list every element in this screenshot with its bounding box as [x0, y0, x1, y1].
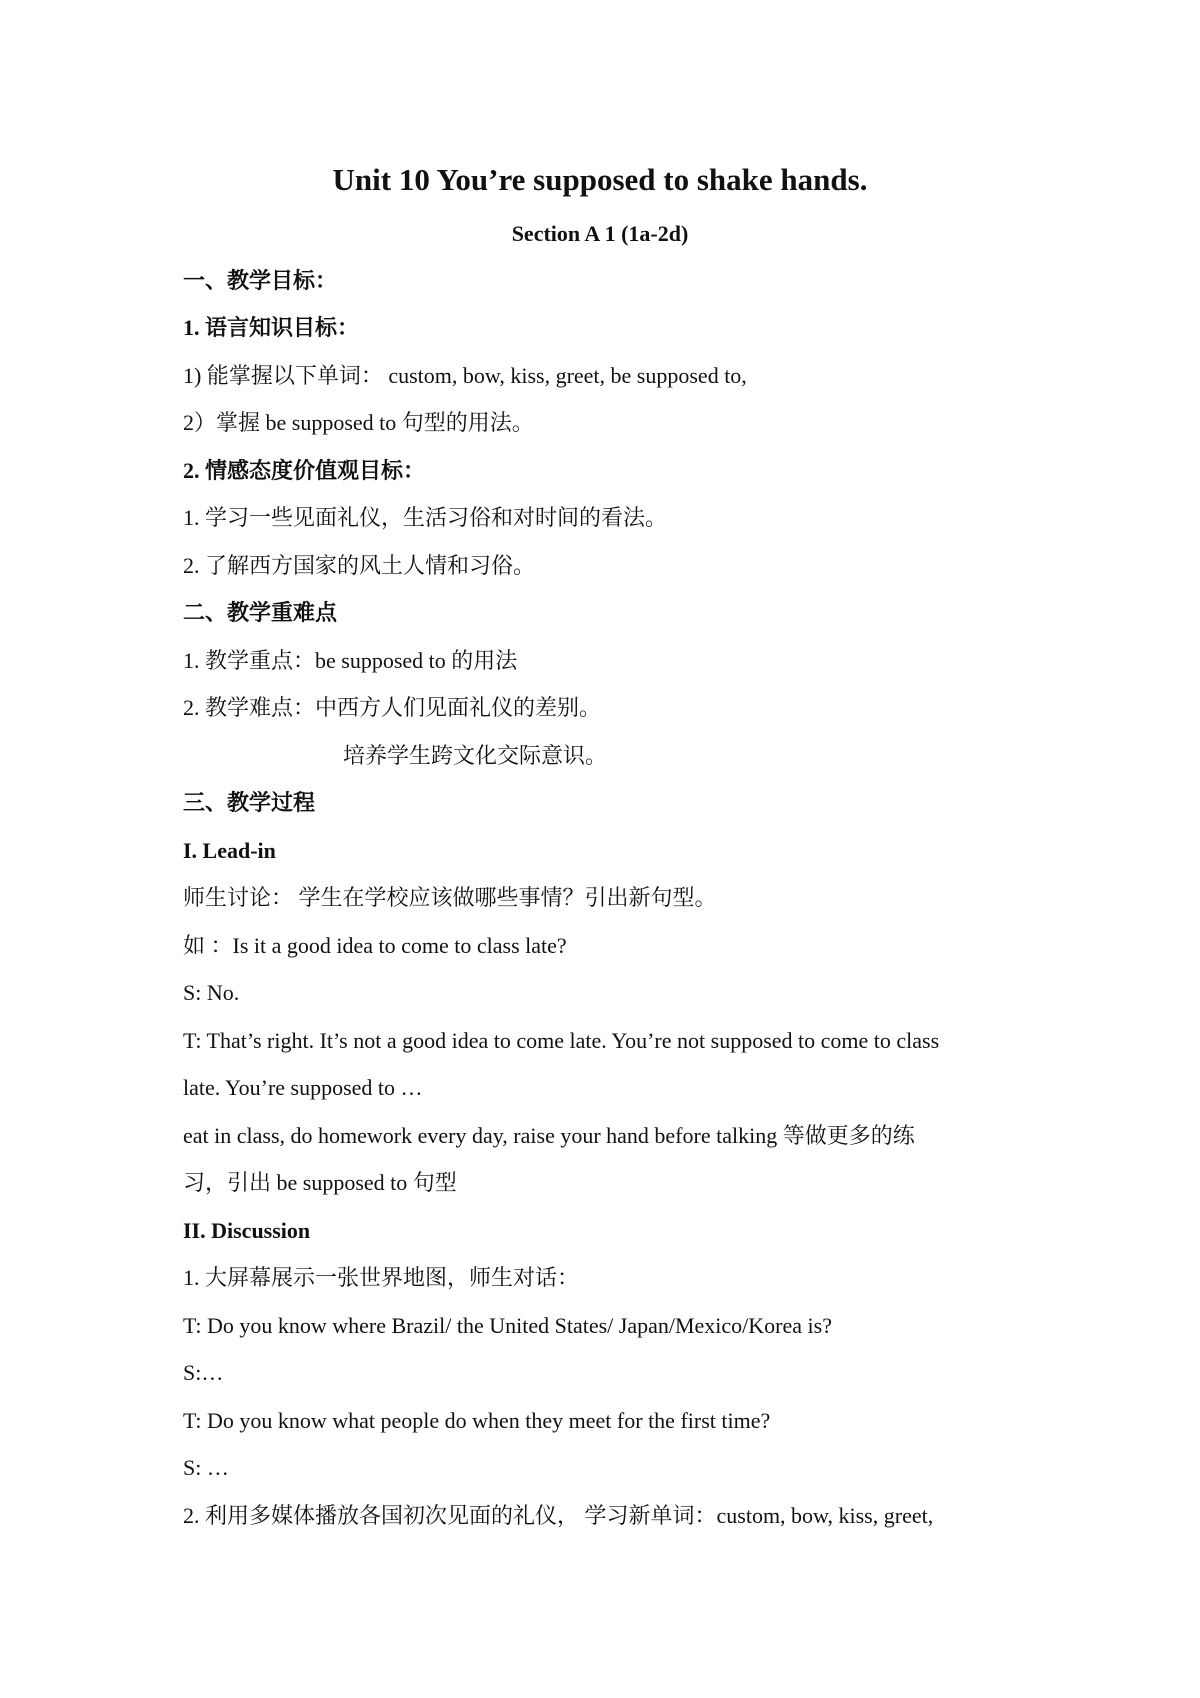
body-line: 师生讨论： 学生在学校应该做哪些事情？引出新句型。: [183, 885, 717, 910]
heading-key-difficult-points: 二、教学重难点: [183, 600, 338, 625]
body-line: T: That’s right. It’s not a good idea to come late. You’re not supposed to come to class: [183, 1028, 940, 1053]
body-line-indented: 培养学生跨文化交际意识。: [343, 743, 608, 768]
subheading-lead-in: I. Lead-in: [183, 838, 276, 863]
body-line: 如 ：Is it a good idea to come to class late?: [183, 933, 567, 958]
body-line: T: Do you know what people do when they meet for the first time?: [183, 1408, 771, 1433]
body-line: 1. 学习一些见面礼仪，生活习俗和对时间的看法。: [183, 505, 668, 530]
body-line: 1. 大屏幕展示一张世界地图，师生对话：: [183, 1265, 580, 1290]
subheading-emotional-objectives: 2. 情感态度价值观目标：: [183, 458, 426, 483]
body-line: T: Do you know where Brazil/ the United States/ Japan/Mexico/Korea is?: [183, 1313, 832, 1338]
body-line: 2. 利用多媒体播放各国初次见面的礼仪， 学习新单词：custom, bow, kiss, greet,: [183, 1503, 934, 1528]
body-line: 2. 教学难点：中西方人们见面礼仪的差别。: [183, 695, 602, 720]
subheading-discussion: II. Discussion: [183, 1218, 311, 1243]
body-line: late. You’re supposed to …: [183, 1075, 423, 1100]
body-line: eat in class, do homework every day, raise your hand before talking 等做更多的练: [183, 1123, 915, 1148]
heading-teaching-process: 三、教学过程: [183, 790, 316, 815]
subheading-language-knowledge: 1. 语言知识目标：: [183, 315, 360, 340]
body-line: 1) 能掌握以下单词： custom, bow, kiss, greet, be supposed to,: [183, 363, 747, 388]
section-subtitle: Section A 1 (1a-2d): [511, 221, 689, 246]
body-line: 2. 了解西方国家的风土人情和习俗。: [183, 553, 536, 578]
body-line: 习，引出 be supposed to 句型: [183, 1170, 457, 1195]
body-line: S: No.: [183, 980, 240, 1005]
body-line: S: …: [183, 1455, 229, 1480]
body-line: 1. 教学重点：be supposed to 的用法: [183, 648, 518, 673]
body-line: S:…: [183, 1360, 224, 1385]
body-line: 2）掌握 be supposed to 句型的用法。: [183, 410, 534, 435]
document-title: Unit 10 You’re supposed to shake hands.: [332, 162, 868, 197]
heading-teaching-objectives: 一、教学目标：: [183, 268, 338, 293]
